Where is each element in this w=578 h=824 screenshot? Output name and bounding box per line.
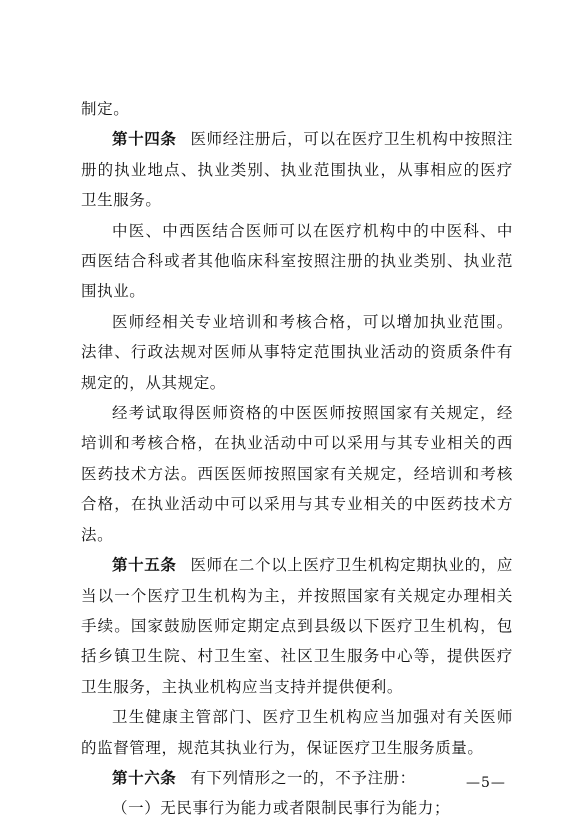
paragraph-text: 医师在二个以上医疗卫生机构定期执业的，应当以一个医疗卫生机构为主，并按照国家有关规定办理相关手续。国家鼓励医师定期定点到县级以下医疗卫生机构，包括乡镇卫生院、村卫生室、社区卫生服务中心等，提供医疗卫生服务，主执业机构应当支持并提供便利。 bbox=[81, 556, 513, 696]
page-number: —5— bbox=[466, 775, 506, 791]
article-14-paragraph bbox=[81, 124, 513, 215]
document-body bbox=[81, 94, 513, 824]
paragraph-text: （一）无民事行为能力或者限制民事行为能力； bbox=[112, 799, 451, 818]
paragraph-text: 医师经注册后，可以在医疗卫生机构中按照注册的执业地点、执业类别、执业范围执业，从事相应的医疗卫生服务。 bbox=[81, 130, 513, 210]
article-number: 第十五条 bbox=[112, 556, 177, 575]
article-15-paragraph bbox=[81, 550, 513, 702]
article-number: 第十四条 bbox=[112, 130, 177, 149]
article-number: 第十六条 bbox=[112, 768, 177, 787]
paragraph bbox=[81, 216, 513, 307]
list-item bbox=[81, 793, 513, 823]
paragraph-text: 制定。 bbox=[81, 100, 130, 118]
paragraph bbox=[81, 702, 513, 763]
paragraph-continuation bbox=[81, 94, 513, 124]
paragraph-text: 医师经相关专业培训和考核合格，可以增加执业范围。法律、行政法规对医师从事特定范围执业活动的资质条件有规定的，从其规定。 bbox=[81, 312, 513, 392]
paragraph bbox=[81, 398, 513, 550]
article-16-paragraph bbox=[81, 763, 513, 793]
paragraph-text: 中医、中西医结合医师可以在医疗机构中的中医科、中西医结合科或者其他临床科室按照注册的执业类别、执业范围执业。 bbox=[81, 221, 513, 301]
paragraph-text: 卫生健康主管部门、医疗卫生机构应当加强对有关医师的监督管理，规范其执业行为，保证医疗卫生服务质量。 bbox=[81, 708, 513, 757]
paragraph-text: 经考试取得医师资格的中医医师按照国家有关规定，经培训和考核合格，在执业活动中可以采用与其专业相关的西医药技术方法。西医医师按照国家有关规定，经培训和考核合格，在执业活动中可以采用与其专业相关的中医药技术方法。 bbox=[81, 404, 513, 544]
paragraph bbox=[81, 307, 513, 398]
paragraph-text: 有下列情形之一的，不予注册： bbox=[190, 768, 416, 787]
